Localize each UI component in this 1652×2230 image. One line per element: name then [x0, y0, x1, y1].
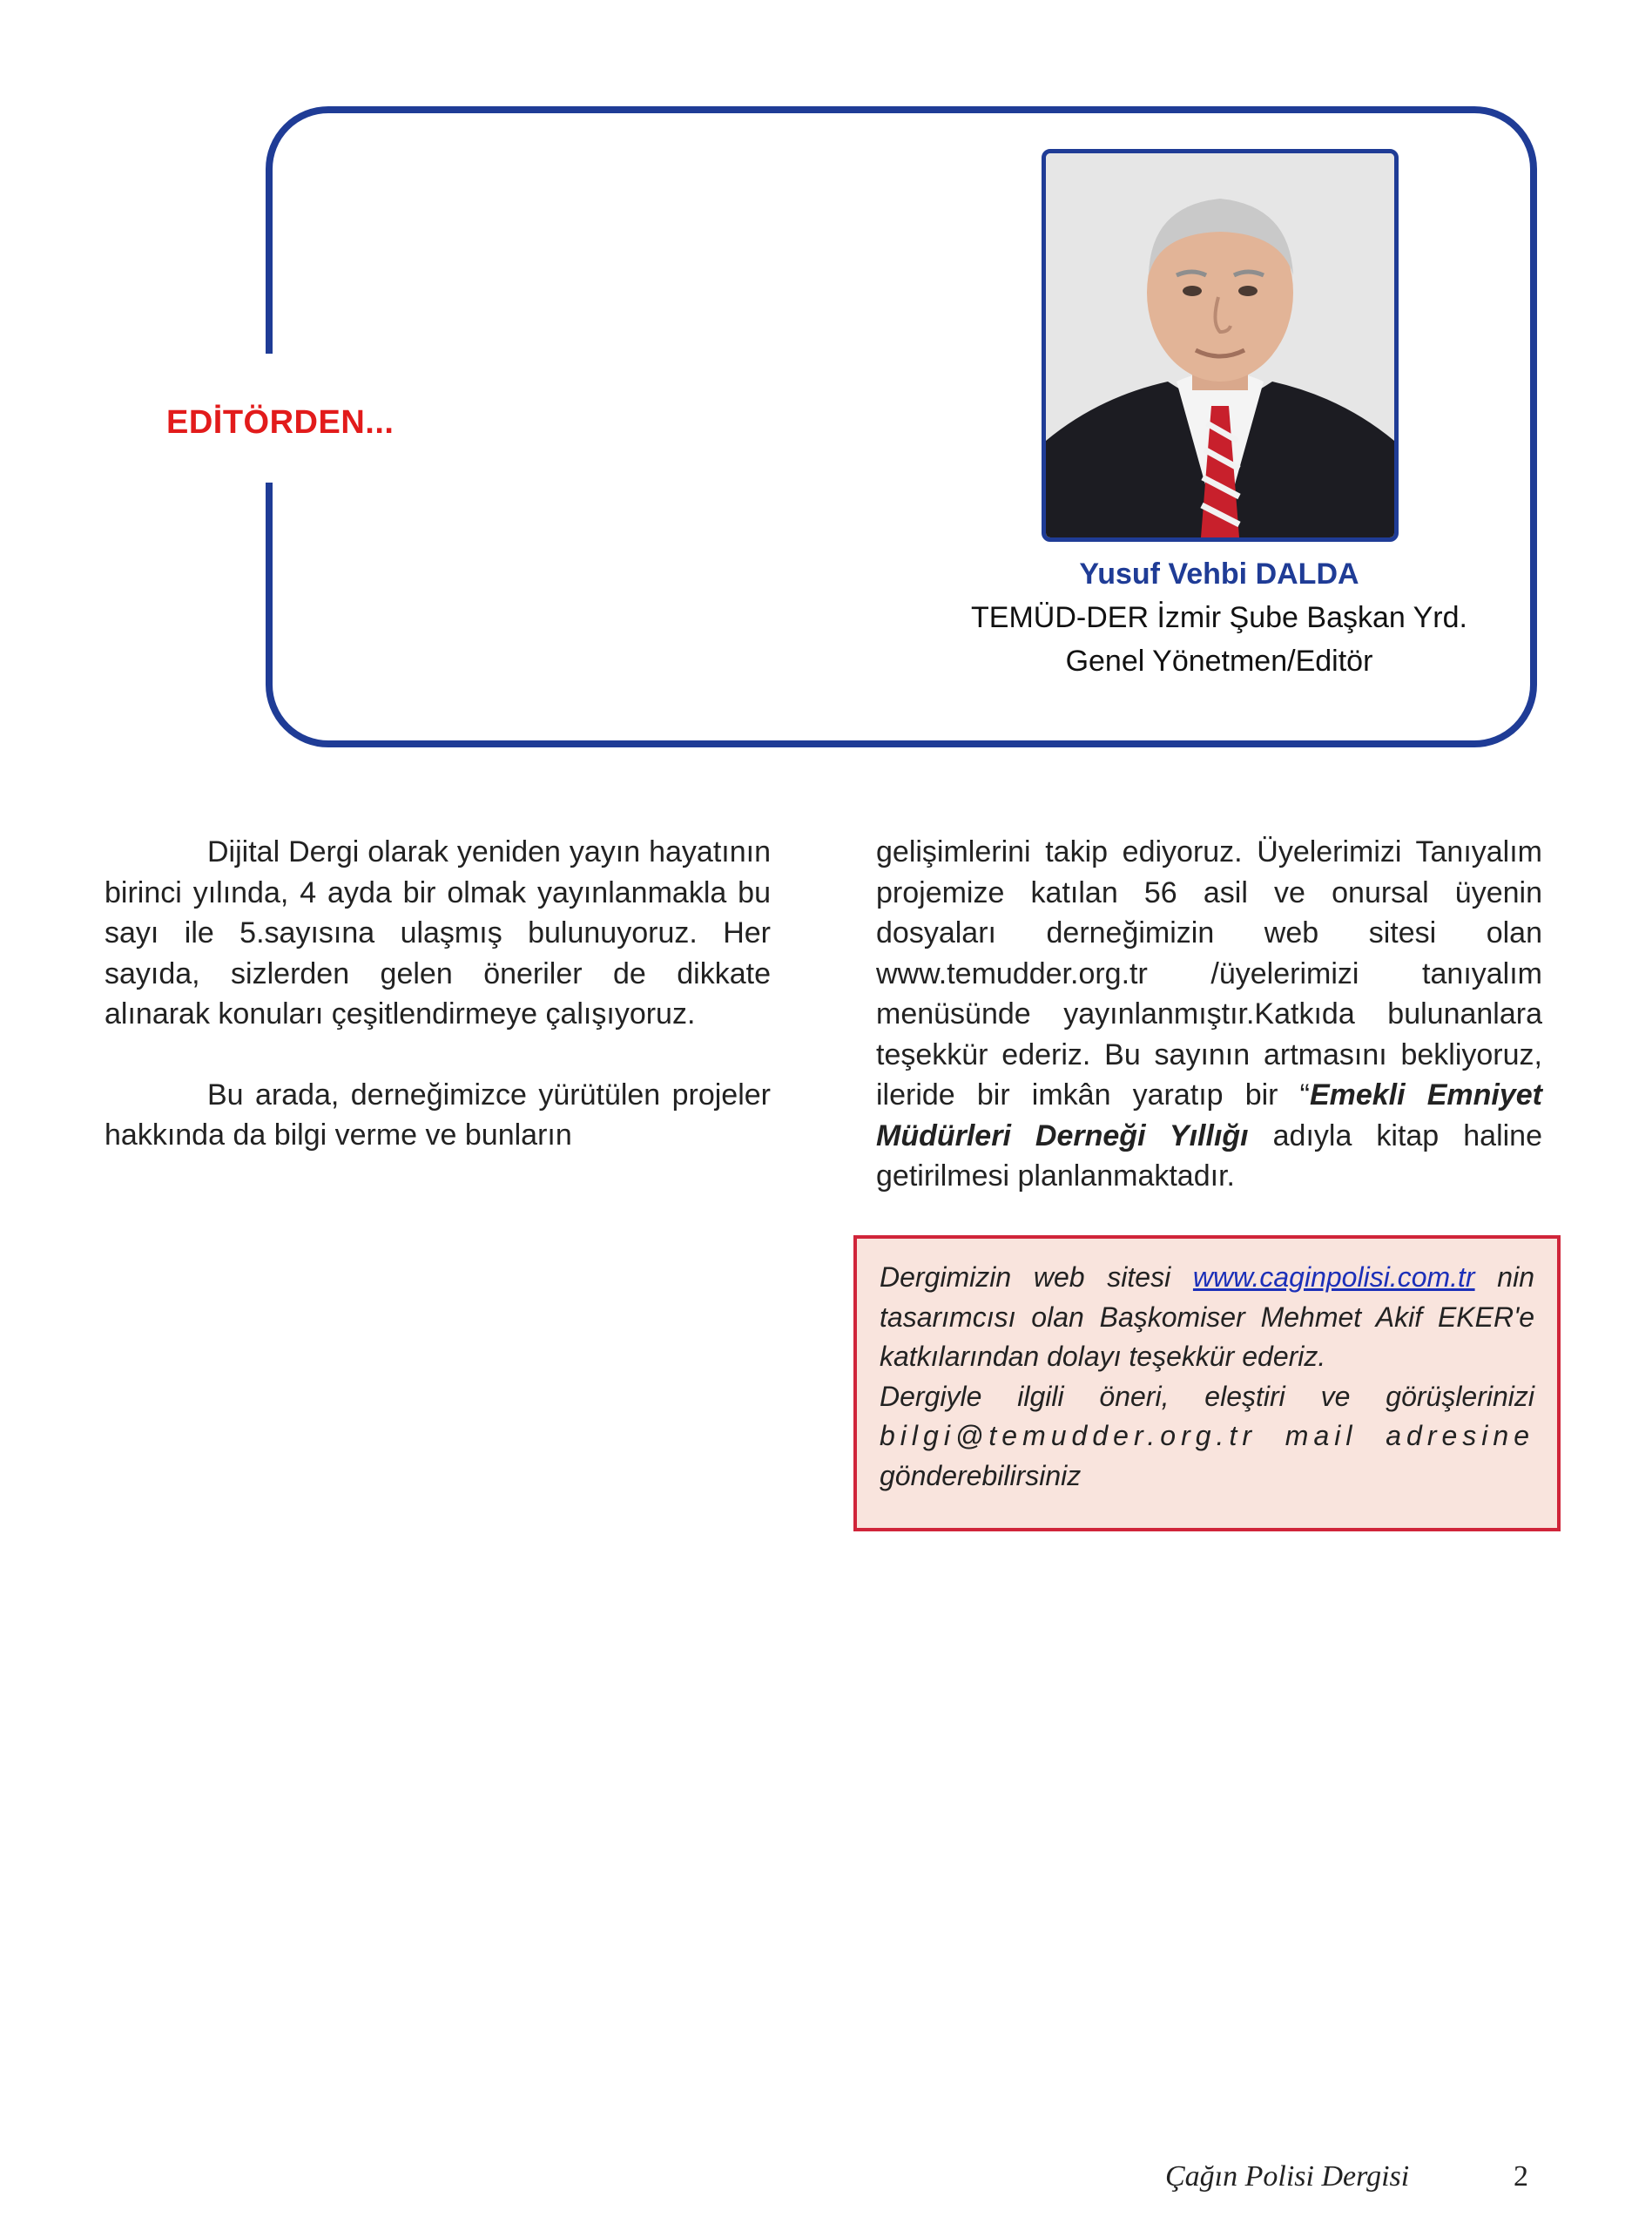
website-link[interactable]: www.caginpolisi.com.tr [1192, 1261, 1475, 1293]
left-column [105, 832, 771, 1156]
note-line-2-suffix: gönderebilirsiniz [880, 1459, 1082, 1491]
editor-name: Yusuf Vehbi DALDA [1079, 558, 1359, 591]
note-line-2 [880, 1377, 1534, 1497]
right-bold-text: Emekli Emniyet Müdürleri Derneği Yıllığı [876, 1078, 1542, 1152]
note-line-1-prefix: Dergimizin web sitesi [880, 1261, 1193, 1293]
note-box [853, 1235, 1561, 1531]
footer-page-number: 2 [1514, 2160, 1528, 2193]
note-line-2-prefix: Dergiyle ilgili öneri, eleştiri ve görüşlerinizi [880, 1380, 1534, 1412]
email-address: bilgi@temudder.org.tr mail adresine [880, 1420, 1534, 1451]
right-paragraph [876, 832, 1542, 1197]
note-line-1 [880, 1258, 1534, 1377]
right-text-after-bold: adıyla kitap haline getirilmesi planlanmaktadır. [876, 1118, 1542, 1193]
right-text-before-bold: gelişimlerini takip ediyoruz. Üyelerimizi Tanıyalım projemize katılan 56 asil ve onursal üyenin dosyaları derneğimizin web sitesi olan www.temudder.org.tr /üyelerimizi tanıyalım menüsünde yayınlanmıştır.Katkıda bulunanlara teşekkür ederiz. Bu sayının artmasını bekliyoruz, ileride bir imkân yaratıp bir “ [876, 835, 1542, 1112]
left-paragraph-2: Bu arada, derneğimizce yürütülen projeler hakkında da bilgi verme ve bunların [105, 1078, 771, 1152]
section-title: EDİTÖRDEN... [166, 404, 394, 441]
left-paragraph-1: Dijital Dergi olarak yeniden yayın hayatının birinci yılında, 4 ayda bir olmak yayınlanmakla bu sayı ile 5.sayısına ulaşmış bulunuyoruz. Her sayıda, sizlerden gelen öneriler de dikkate alınarak konuları çeşitlendirmeye çalışıyoruz. [105, 835, 771, 1031]
editor-role-1: TEMÜD-DER İzmir Şube Başkan Yrd. [971, 601, 1467, 634]
editor-role-2: Genel Yönetmen/Editör [1065, 645, 1373, 678]
right-column [876, 832, 1542, 1197]
editor-photo [1042, 149, 1399, 542]
footer-magazine-name: Çağın Polisi Dergisi [1165, 2160, 1410, 2193]
note-line-1-suffix: nin tasarımcısı olan Başkomiser Mehmet Akif EKER'e katkılarından dolayı teşekkür ederiz. [880, 1261, 1535, 1372]
